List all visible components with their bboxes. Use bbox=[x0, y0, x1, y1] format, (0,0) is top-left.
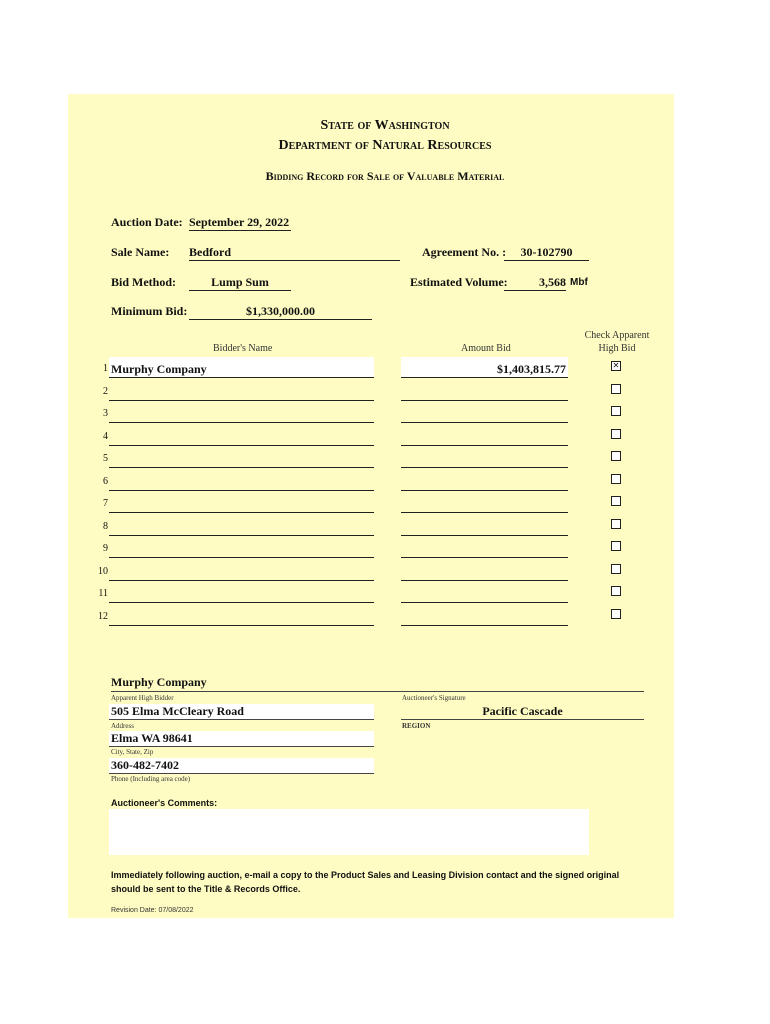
min-bid-field[interactable]: $1,330,000.00 bbox=[189, 304, 372, 320]
high-bidder-caption: Apparent High Bidder bbox=[111, 694, 174, 702]
region-field[interactable]: Pacific Cascade bbox=[401, 704, 644, 720]
row-number: 6 bbox=[103, 475, 108, 487]
amount-bid-field[interactable] bbox=[401, 537, 568, 558]
sale-name-field[interactable]: Bedford bbox=[189, 245, 400, 261]
amount-bid-field[interactable] bbox=[401, 582, 568, 603]
agreement-field[interactable]: 30-102790 bbox=[504, 245, 589, 261]
high-bidder-name[interactable]: Murphy Company bbox=[111, 675, 644, 692]
amount-bid-field[interactable] bbox=[401, 515, 568, 536]
high-bid-checkbox[interactable] bbox=[611, 451, 621, 461]
bidder-name-field[interactable] bbox=[109, 470, 374, 491]
amount-bid-field[interactable] bbox=[401, 447, 568, 468]
row-number: 5 bbox=[103, 453, 108, 464]
agreement-label: Agreement No. : bbox=[422, 245, 507, 259]
amount-bid-field[interactable] bbox=[401, 560, 568, 581]
bid-method-label: Bid Method: bbox=[111, 275, 177, 289]
est-volume-label: Estimated Volume: bbox=[410, 275, 508, 289]
bidder-name-field[interactable] bbox=[109, 605, 374, 626]
row-number: 3 bbox=[103, 408, 108, 419]
bid-method-field[interactable]: Lump Sum bbox=[189, 275, 291, 291]
amount-bid-field[interactable] bbox=[401, 380, 568, 401]
form-subtitle: Bidding Record for Sale of Valuable Material bbox=[265, 169, 505, 183]
high-bid-checkbox[interactable] bbox=[611, 519, 621, 529]
row-number: 2 bbox=[103, 385, 108, 397]
bidder-name-field[interactable] bbox=[109, 515, 374, 536]
bidder-name-field[interactable]: Murphy Company bbox=[109, 357, 374, 378]
high-bid-checkbox[interactable] bbox=[611, 609, 621, 619]
row-number: 11 bbox=[98, 588, 108, 599]
col-bidder-name: Bidder's Name bbox=[213, 343, 273, 354]
row-number: 10 bbox=[98, 565, 108, 577]
bidder-name-field[interactable] bbox=[109, 537, 374, 558]
bidder-name-field[interactable] bbox=[109, 447, 374, 468]
bidder-name-field[interactable] bbox=[109, 425, 374, 446]
bidder-name-field[interactable] bbox=[109, 492, 374, 513]
row-number: 7 bbox=[103, 498, 108, 509]
col-amount-bid: Amount Bid bbox=[461, 343, 511, 354]
header-state: State of Washington bbox=[320, 118, 450, 133]
amount-bid-field[interactable] bbox=[401, 425, 568, 446]
high-bid-checkbox[interactable] bbox=[611, 406, 621, 416]
col-check-line2: High Bid bbox=[598, 343, 636, 354]
amount-bid-field[interactable] bbox=[401, 470, 568, 491]
row-number: 9 bbox=[103, 543, 108, 554]
auction-date-label: Auction Date: bbox=[111, 215, 183, 229]
min-bid-label: Minimum Bid: bbox=[111, 304, 188, 318]
amount-bid-field[interactable]: $1,403,815.77 bbox=[401, 357, 568, 378]
row-number: 12 bbox=[98, 610, 108, 622]
row-number: 4 bbox=[103, 430, 108, 442]
high-bid-checkbox[interactable] bbox=[611, 474, 621, 484]
auction-date-field[interactable]: September 29, 2022 bbox=[189, 215, 290, 229]
bidder-name-field[interactable] bbox=[109, 582, 374, 603]
signature-caption: Auctioneer's Signature bbox=[402, 694, 466, 702]
high-bid-checkbox[interactable]: ✕ bbox=[612, 361, 620, 370]
comments-field[interactable] bbox=[109, 809, 589, 855]
bidder-name-field[interactable] bbox=[109, 380, 374, 401]
city-caption: City, State, Zip bbox=[111, 748, 154, 756]
address-caption: Address bbox=[111, 722, 134, 730]
est-volume-unit: Mbf bbox=[570, 277, 588, 288]
high-bid-checkbox[interactable] bbox=[611, 564, 621, 574]
high-bid-checkbox[interactable] bbox=[611, 586, 621, 596]
comments-label: Auctioneer's Comments: bbox=[111, 798, 218, 808]
bidder-name-field[interactable] bbox=[109, 402, 374, 423]
high-bid-checkbox[interactable] bbox=[611, 384, 621, 394]
high-bid-checkbox[interactable] bbox=[611, 496, 621, 506]
city-field[interactable]: Elma WA 98641 bbox=[109, 731, 374, 747]
row-number: 8 bbox=[103, 520, 108, 532]
bidder-name-field[interactable] bbox=[109, 560, 374, 581]
revision-date: Revision Date: 07/08/2022 bbox=[111, 907, 194, 914]
amount-bid-field[interactable] bbox=[401, 402, 568, 423]
col-check-line1: Check Apparent bbox=[584, 330, 650, 341]
phone-caption: Phone (Including area code) bbox=[111, 775, 191, 783]
est-volume-field[interactable]: 3,568 bbox=[504, 275, 566, 291]
high-bid-checkbox[interactable] bbox=[611, 541, 621, 551]
footer-instruction: Immediately following auction, e-mail a copy to the Product Sales and Leasing Division contact and the signed original should be sent to the Title & Records Office. bbox=[111, 870, 620, 894]
amount-bid-field[interactable] bbox=[401, 605, 568, 626]
sale-name-label: Sale Name: bbox=[111, 245, 170, 259]
phone-field[interactable]: 360-482-7402 bbox=[109, 758, 374, 774]
high-bid-checkbox[interactable] bbox=[611, 429, 621, 439]
row-number: 1 bbox=[103, 363, 108, 374]
header-department: Department of Natural Resources bbox=[278, 138, 492, 153]
region-caption: REGION bbox=[402, 722, 431, 730]
amount-bid-field[interactable] bbox=[401, 492, 568, 513]
address-field[interactable]: 505 Elma McCleary Road bbox=[109, 704, 374, 720]
